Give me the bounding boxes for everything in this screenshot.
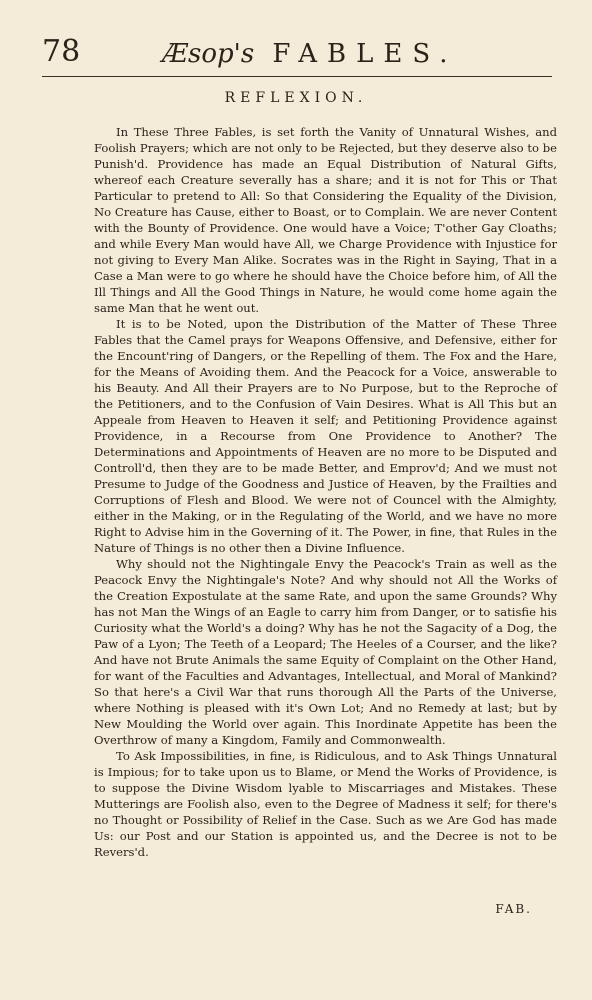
page-number: 78: [42, 34, 81, 69]
running-title: [162, 40, 457, 68]
running-header: [42, 34, 552, 77]
running-title-caps: FABLES.: [272, 39, 458, 69]
paragraph-4: To Ask Impossibilities, in fine, is Ridiculous, and to Ask Things Unnatural is Impious; for to take upon us to Blame, or Mend the Works of Providence, is to suppose the Divine Wisdom lyable to Miscarriages and Mistakes. These Mutterings are Foolish also, even to the Degree of Madness it self; for there's no Thought or Possibility of Relief in the Case. Such as we Are God has made Us: our Post and our Station is appointed us, and the Decree is not to be Revers'd.: [94, 749, 557, 859]
section-heading: REFLEXION.: [224, 90, 368, 106]
catchword: FAB.: [495, 902, 532, 916]
paragraph-3: Why should not the Nightingale Envy the Peacock's Train as well as the Peacock Envy the Nightingale's Note? And why should not All the Works of the Creation Expostulate at the same Rate, and upon the same Grounds? Why has not Man the Wings of an Eagle to carry him from Danger, or to satisfie his Curiosity what the World's a doing? Why has he not the Sagacity of a Dog, the Paw of a Lyon; The Teeth of a Leopard; The Heeles of a Courser, and the like? And have not Brute Animals the same Equity of Complaint on the Other Hand, for want of the Faculties and Advantages, Intellectual, and Moral of Mankind? So that here's a Civil War that runs thorough All the Parts of the Universe, where Nothing is pleased with it's Own Lot; And no Remedy at last; but by New Moulding the World over again. This Inordinate Appetite has been the Overthrow of many a Kingdom, Family and Commonwealth.: [94, 557, 557, 747]
paragraph-1: In These Three Fables, is set forth the Vanity of Unnatural Wishes, and Foolish Prayers; which are not only to be Rejected, but they deserve also to be Punish'd. Providence has made an Equal Distribution of Natural Gifts, whereof each Creature severally has a share; and it is not for This or That Particular to pretend to All: So that Considering the Equality of the Division, No Creature has Cause, either to Boast, or to Complain. We are never Content with the Bounty of Providence. One would have a Voice; T'other Gay Cloaths; and while Every Man would have All, we Charge Providence with Injustice for not giving to Every Man Alike. Socrates was in the Right in Saying, That in a Case a Man were to go where he should have the Choice before him, of All the Ill Things and All the Good Things in Nature, he would come home again the same Man that he went out.: [94, 125, 557, 315]
running-title-italic: Æsop's: [162, 39, 255, 69]
paragraph-2: It is to be Noted, upon the Distribution of the Matter of These Three Fables that the Camel prays for Weapons Offensive, and Defensive, either for the Encount'ring of Dangers, or the Repelling of them. The Fox and the Hare, for the Means of Avoiding them. And the Peacock for a Voice, answerable to his Beauty. And All their Prayers are to No Purpose, but to the Reproche of the Petitioners, and to the Confusion of Vain Desires. What is All This but an Appeale from Heaven to Heaven it self; and Petitioning Providence against Providence, in a Recourse from One Providence to Another? The Determinations and Appointments of Heaven are no more to be Disputed and Controll'd, then they are to be made Better, and Emprov'd; And we must not Presume to Judge of the Goodness and Justice of Heaven, by the Frailties and Corruptions of Flesh and Blood. We were not of Councel with the Almighty, either in the Making, or in the Regulating of the World, and we have no more Right to Advise him in the Governing of it. The Power, in fine, that Rules in the Nature of Things is no other then a Divine Influence.: [94, 317, 557, 555]
body-text: [94, 124, 557, 860]
